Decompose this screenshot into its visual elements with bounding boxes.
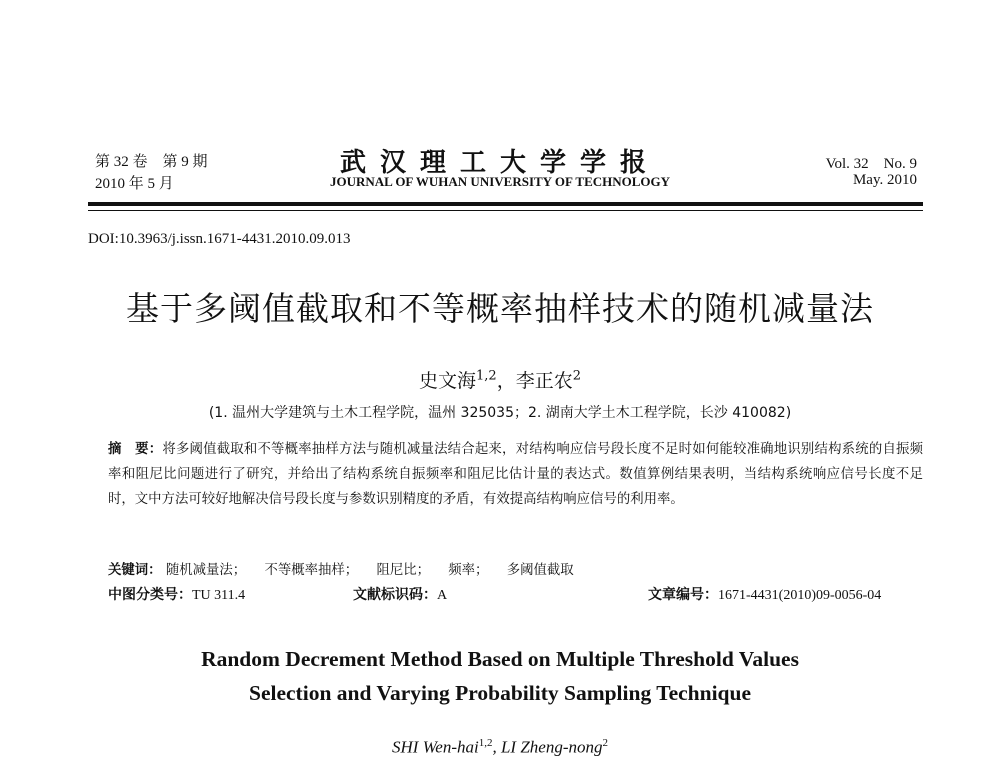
authors-en [0, 737, 1000, 758]
article-number-label: 文章编号： [648, 587, 718, 603]
document-code [353, 584, 447, 604]
author-2-cn: 李正农 [515, 370, 573, 392]
doi: DOI:10.3963/j.issn.1671-4431.2010.09.013 [88, 231, 351, 247]
clc-label: 中图分类号： [108, 587, 192, 603]
affiliation-cn: (1. 温州大学建筑与土木工程学院，温州 325035；2. 湖南大学土木工程学院，长沙 410082) [208, 405, 792, 421]
paper-title-cn: 基于多阈值截取和不等概率抽样技术的随机减量法 [126, 289, 874, 328]
keyword-item: 频率； [448, 563, 489, 578]
keyword-item: 随机减量法； [165, 563, 247, 578]
author-2-affil-cn: 2 [572, 368, 581, 384]
author-1-affil-cn: 1,2 [476, 368, 497, 384]
article-number [648, 584, 881, 604]
keyword-item: 多阈值截取 [506, 563, 574, 578]
volume-issue: 第 32 卷 第 9 期 [95, 154, 208, 170]
paper-title-en-line1: Random Decrement Method Based on Multiple Threshold Values [201, 647, 799, 671]
keyword-item: 不等概率抽样； [264, 563, 359, 578]
header-rule-thick [88, 202, 923, 206]
journal-name-cn: 武汉理工大学学报 [339, 148, 660, 178]
header-rule-thin [88, 210, 923, 211]
publication-date: 2010 年 5 月 [95, 176, 174, 192]
author-1-cn: 史文海 [418, 370, 476, 392]
authors-cn [0, 366, 1000, 393]
author-2-en: LI Zheng-nong [500, 737, 603, 757]
keyword-item: 阻尼比； [376, 563, 430, 578]
keywords [108, 559, 588, 578]
abstract-cn [108, 437, 923, 512]
paper-title-en-line2: Selection and Varying Probability Sampling Technique [249, 681, 751, 705]
author-1-en: SHI Wen-hai [392, 737, 479, 757]
author-2-affil-en: 2 [602, 737, 608, 749]
clc-number [108, 584, 245, 604]
volume-issue-en: Vol. 32 No. 9 [825, 156, 917, 172]
author-separator-en: , [492, 737, 501, 757]
journal-name-en: JOURNAL OF WUHAN UNIVERSITY OF TECHNOLOGY [329, 174, 671, 189]
clc-value: TU 311.4 [192, 588, 246, 603]
doc-code-value: A [437, 588, 448, 603]
keywords-label: 关键词： [108, 563, 162, 578]
author-separator-cn: ， [496, 370, 516, 392]
abstract-text: 将多阈值截取和不等概率抽样方法与随机减量法结合起来，对结构响应信号段长度不足时如何能较准确地识别结构系统的自振频率和阻尼比问题进行了研究，并给出了结构系统自振频率和阻尼比估计量的表达式。数值算例结果表明，当结构系统响应信号长度不足时，文中方法可较好地解决信号段长度与参数识别精度的矛盾，有效提高结构响应信号的利用率。 [108, 442, 924, 507]
article-number-value: 1671-4431(2010)09-0056-04 [718, 588, 882, 603]
abstract-label: 摘 要： [108, 442, 163, 457]
publication-date-en: May. 2010 [852, 172, 917, 188]
author-1-affil-en: 1,2 [478, 737, 493, 749]
doc-code-label: 文献标识码： [353, 587, 437, 603]
paper-title-en [0, 642, 1000, 710]
